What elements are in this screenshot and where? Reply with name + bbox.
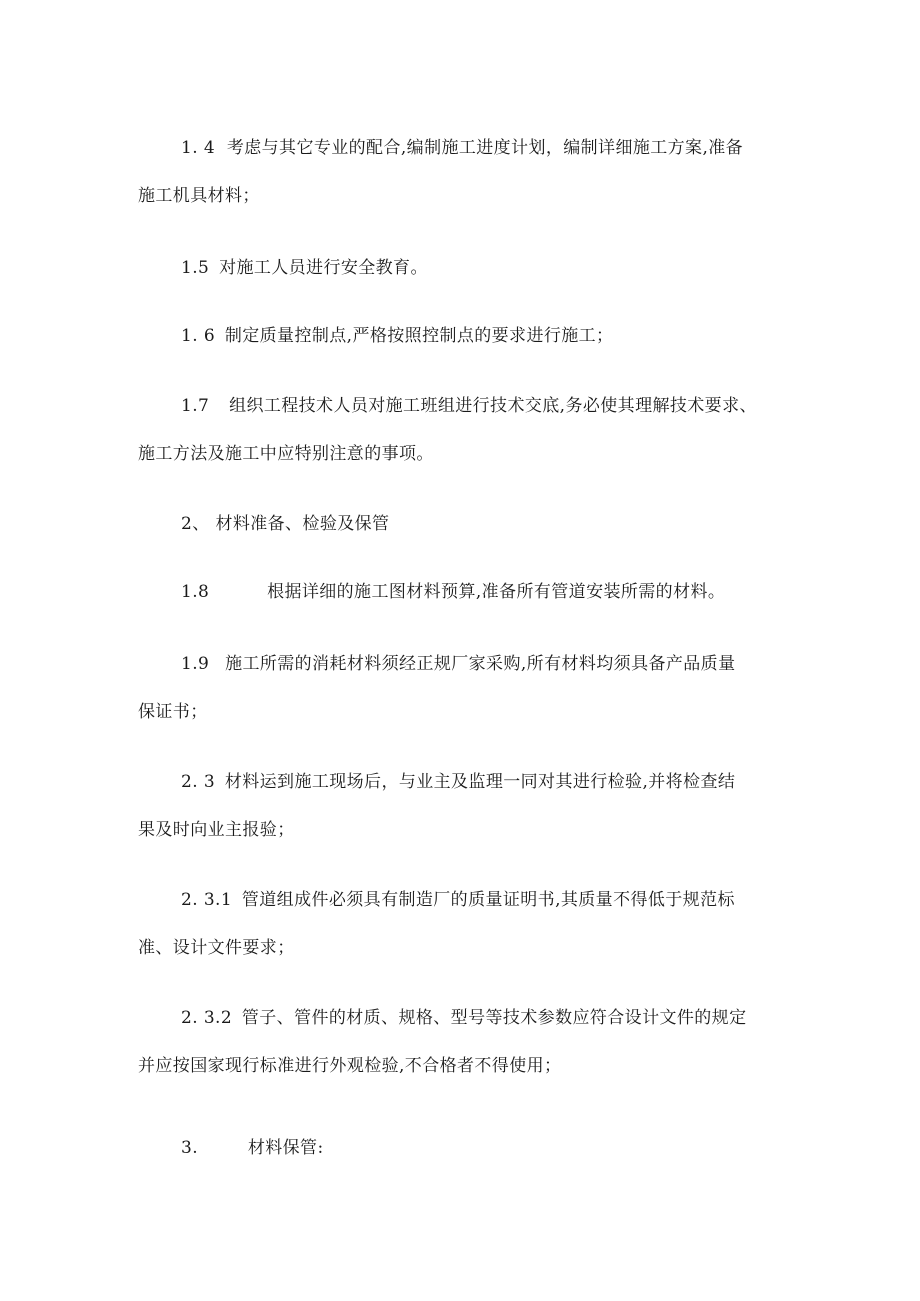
section-2-heading [181,513,389,535]
paragraph-text: 准、设计文件要求； [138,938,295,958]
paragraph-1-8-line-1 [181,581,725,603]
paragraph-number: 2. 3.1 [181,890,233,910]
paragraph-text: 组织工程技术人员对施工班组进行技术交底,务必使其理解技术要求、 [229,396,757,416]
paragraph-text: 考虑与其它专业的配合,编制施工进度计划，编制详细施工方案,准备 [226,138,744,158]
paragraph-number: 1. 6 [181,326,216,346]
paragraph-2-3-line-2 [138,819,295,841]
paragraph-2-3-2-line-2 [138,1055,561,1077]
paragraph-number: 2. 3.2 [181,1008,233,1028]
paragraph-text: 施工方法及施工中应特别注意的事项。 [138,444,434,464]
paragraph-text: 制定质量控制点,严格按照控制点的要求进行施工； [224,326,614,346]
section-3-heading [181,1137,324,1159]
paragraph-1-5-line-1 [181,257,428,279]
paragraph-1-7-line-1 [181,395,757,417]
paragraph-1-4-line-2 [138,185,260,207]
paragraph-1-9-line-1 [181,653,735,675]
paragraph-text: 对施工人员进行安全教育。 [219,258,428,278]
paragraph-text: 管道组成件必须具有制造厂的质量证明书,其质量不得低于规范标 [241,890,735,910]
paragraph-1-7-line-2 [138,443,434,465]
paragraph-number: 2. 3 [181,772,216,792]
paragraph-2-3-1-line-2 [138,937,295,959]
section-title: 材料准备、检验及保管 [215,514,390,534]
paragraph-1-4-line-1 [181,137,743,159]
paragraph-2-3-2-line-1 [181,1007,746,1029]
paragraph-number: 1.7 [181,396,210,416]
paragraph-number: 1.5 [181,258,210,278]
paragraph-text: 施工机具材料； [138,186,260,206]
paragraph-number: 1.9 [181,654,210,674]
paragraph-text: 管子、管件的材质、规格、型号等技术参数应符合设计文件的规定 [241,1008,747,1028]
paragraph-1-6-line-1 [181,325,613,347]
section-title: 材料保管: [247,1138,324,1158]
section-number: 3. [181,1138,199,1158]
paragraph-text: 根据详细的施工图材料预算,准备所有管道安装所需的材料。 [267,582,726,602]
paragraph-text: 并应按国家现行标准进行外观检验,不合格者不得使用； [138,1056,562,1076]
paragraph-text: 保证书； [138,702,208,722]
paragraph-1-9-line-2 [138,701,208,723]
paragraph-number: 1.8 [181,582,210,602]
paragraph-text: 果及时向业主报验； [138,820,295,840]
paragraph-number: 1. 4 [181,138,216,158]
section-number: 2、 [181,514,210,534]
paragraph-text: 施工所需的消耗材料须经正规厂家采购,所有材料均须具备产品质量 [225,654,736,674]
paragraph-text: 材料运到施工现场后，与业主及监理一同对其进行检验,并将检查结 [224,772,736,792]
paragraph-2-3-1-line-1 [181,889,735,911]
paragraph-2-3-line-1 [181,771,735,793]
